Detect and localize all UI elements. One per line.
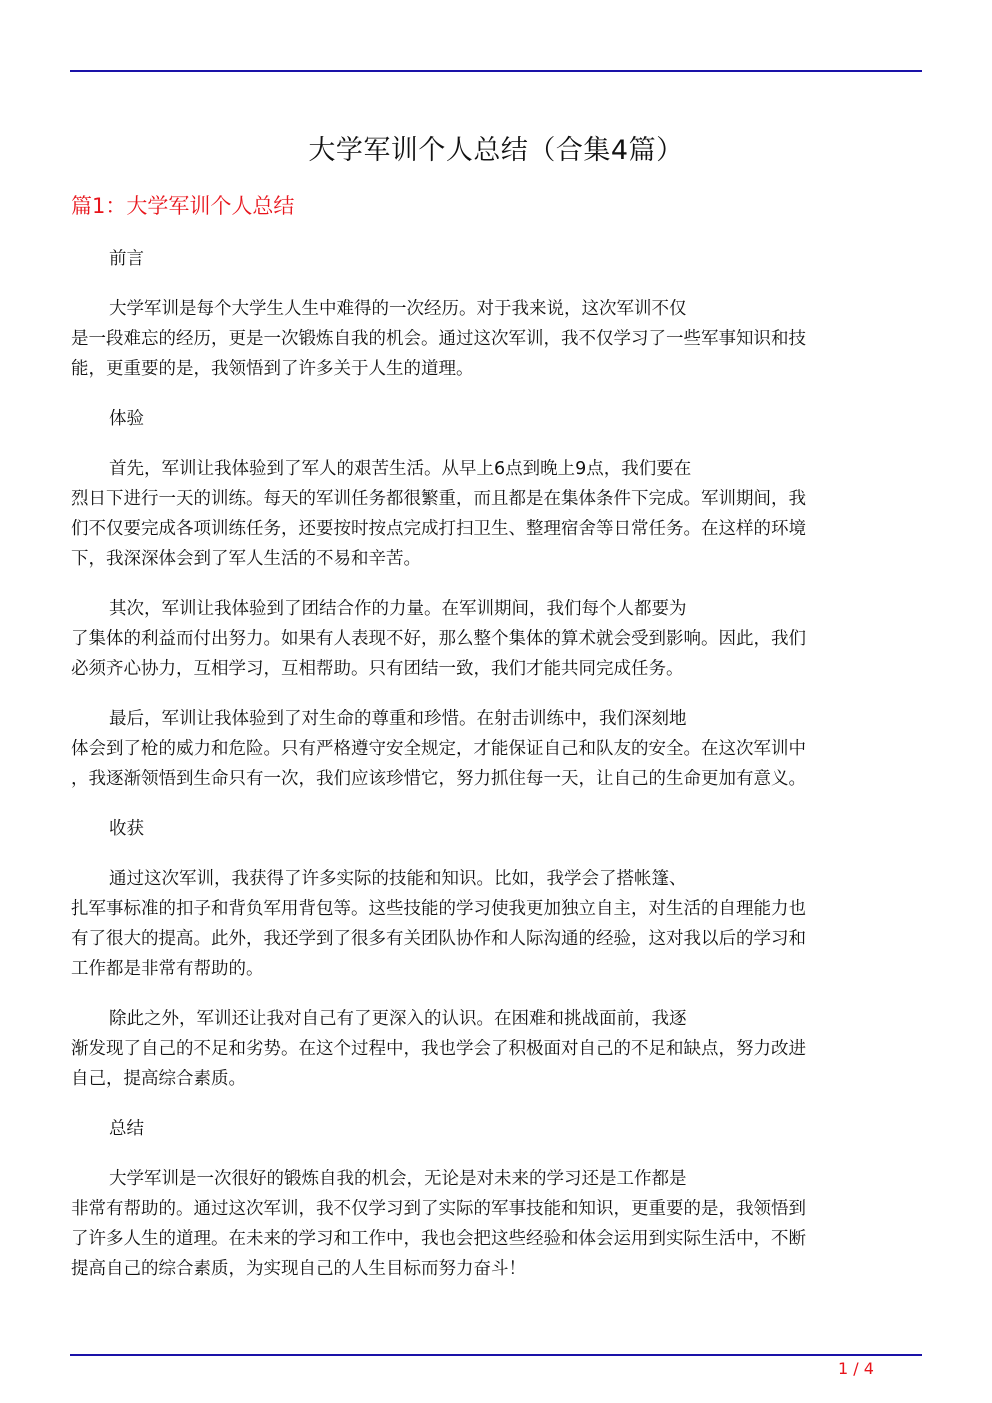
block-spacer (71, 434, 921, 454)
subsection-heading: 体验 (109, 409, 144, 429)
paragraph-line: 有了很大的提高。此外，我还学到了很多有关团队协作和人际沟通的经验，这对我以后的学习和 (71, 929, 806, 949)
block-spacer (71, 274, 921, 294)
paragraph-line: 大学军训是每个大学生人生中难得的一次经历。对于我来说，这次军训不仅 (109, 299, 687, 319)
paragraph (71, 1004, 921, 1094)
paragraph-line: 最后，军训让我体验到了对生命的尊重和珍惜。在射击训练中，我们深刻地 (109, 709, 687, 729)
paragraph-line: 其次，军训让我体验到了团结合作的力量。在军训期间，我们每个人都要为 (109, 599, 687, 619)
paragraph-line: 大学军训是一次很好的锻炼自我的机会，无论是对未来的学习还是工作都是 (109, 1169, 687, 1189)
paragraph (71, 1164, 921, 1284)
document-body (71, 244, 921, 1284)
paragraph-line: 首先，军训让我体验到了军人的艰苦生活。从早上6点到晚上9点，我们要在 (109, 459, 692, 479)
paragraph-line: 通过这次军训，我获得了许多实际的技能和知识。比如，我学会了搭帐篷、 (109, 869, 687, 889)
paragraph-line: 了集体的利益而付出努力。如果有人表现不好，那么整个集体的算术就会受到影响。因此，我们 (71, 629, 806, 649)
paragraph (71, 454, 921, 574)
paragraph-line: 体会到了枪的威力和危险。只有严格遵守安全规定，才能保证自己和队友的安全。在这次军训中 (71, 739, 806, 759)
paragraph-line: 扎军事标准的扣子和背负军用背包等。这些技能的学习使我更加独立自主，对生活的自理能力也 (71, 899, 806, 919)
block-spacer (71, 844, 921, 864)
paragraph-line: 渐发现了自己的不足和劣势。在这个过程中，我也学会了积极面对自己的不足和缺点，努力改进 (71, 1039, 806, 1059)
paragraph (71, 294, 921, 384)
paragraph-line: 烈日下进行一天的训练。每天的军训任务都很繁重，而且都是在集体条件下完成。军训期间，我 (71, 489, 806, 509)
header-rule (70, 70, 922, 72)
paragraph (71, 594, 921, 684)
paragraph-line: 能，更重要的是，我领悟到了许多关于人生的道理。 (71, 359, 474, 379)
paragraph-line: 提高自己的综合素质，为实现自己的人生目标而努力奋斗！ (71, 1259, 526, 1279)
block-spacer (71, 794, 921, 814)
block-spacer (71, 684, 921, 704)
document-title: 大学军训个人总结（合集4篇） (308, 135, 684, 166)
paragraph-line: 是一段难忘的经历，更是一次锻炼自我的机会。通过这次军训，我不仅学习了一些军事知识和技 (71, 329, 806, 349)
paragraph-line: 除此之外，军训还让我对自己有了更深入的认识。在困难和挑战面前，我逐 (109, 1009, 687, 1029)
paragraph-line: 工作都是非常有帮助的。 (71, 959, 264, 979)
subsection-heading: 前言 (109, 249, 144, 269)
paragraph-line: 下，我深深体会到了军人生活的不易和辛苦。 (71, 549, 421, 569)
block-spacer (71, 384, 921, 404)
block-spacer (71, 1144, 921, 1164)
block-spacer (71, 984, 921, 1004)
subsection-heading: 收获 (109, 819, 144, 839)
paragraph-line: 非常有帮助的。通过这次军训，我不仅学习到了实际的军事技能和知识，更重要的是，我领悟到 (71, 1199, 806, 1219)
paragraph-line: 自己，提高综合素质。 (71, 1069, 246, 1089)
footer-rule (70, 1354, 922, 1356)
block-spacer (71, 574, 921, 594)
paragraph-line: 了许多人生的道理。在未来的学习和工作中，我也会把这些经验和体会运用到实际生活中，不断 (71, 1229, 806, 1249)
page-number: 1 / 4 (838, 1359, 874, 1378)
paragraph-line: ，我逐渐领悟到生命只有一次，我们应该珍惜它，努力抓住每一天，让自己的生命更加有意义。 (71, 769, 806, 789)
paragraph-line: 必须齐心协力，互相学习，互相帮助。只有团结一致，我们才能共同完成任务。 (71, 659, 684, 679)
block-spacer (71, 1094, 921, 1114)
paragraph-line: 们不仅要完成各项训练任务，还要按时按点完成打扫卫生、整理宿舍等日常任务。在这样的环境 (71, 519, 806, 539)
section-heading: 篇1：大学军训个人总结 (71, 194, 295, 218)
paragraph (71, 864, 921, 984)
subsection-heading: 总结 (109, 1119, 144, 1139)
paragraph (71, 704, 921, 794)
